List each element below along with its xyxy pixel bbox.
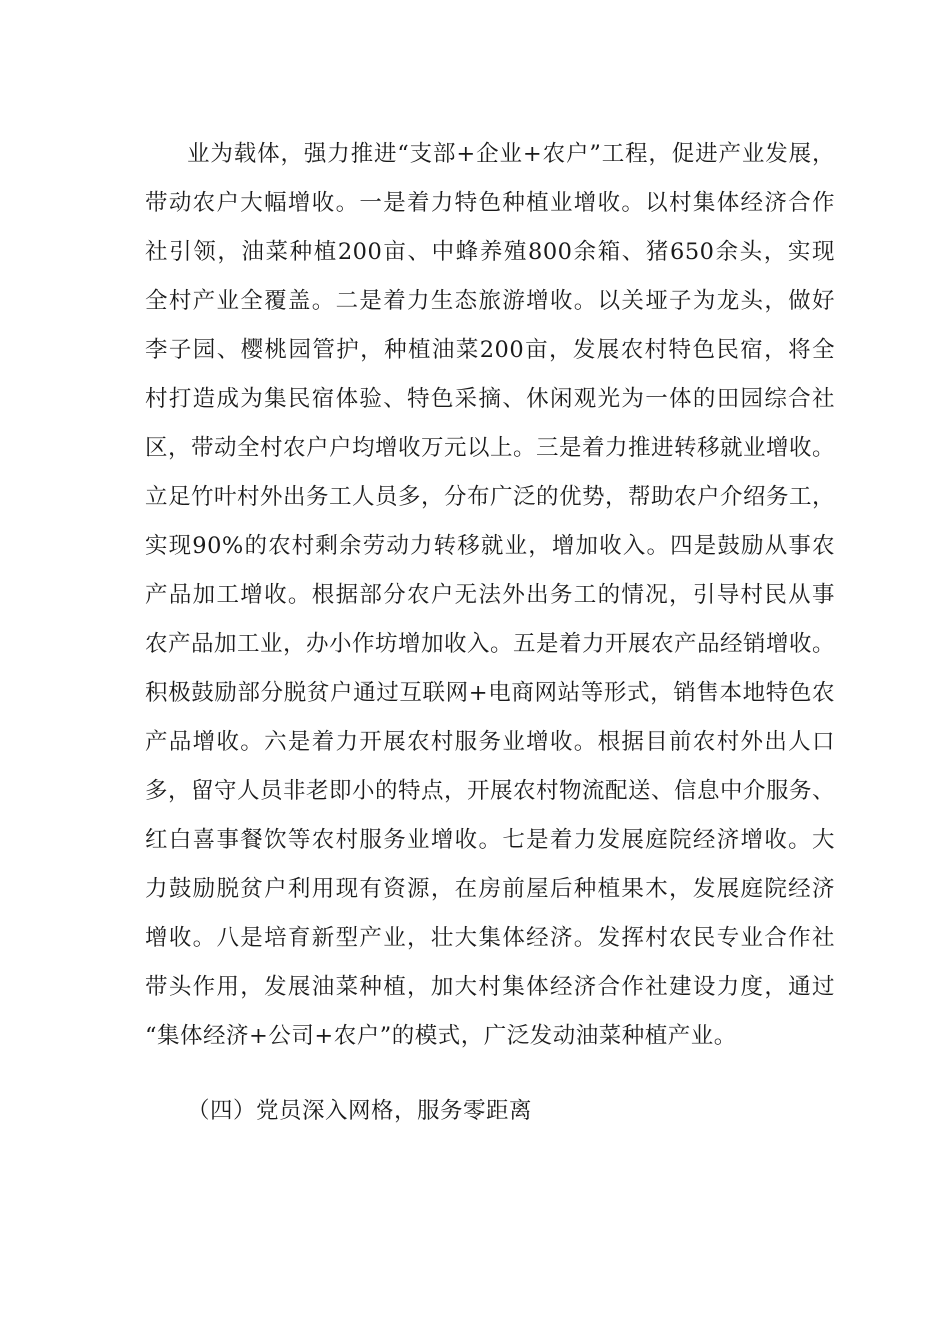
paragraph-line: 区，带动全村农户户均增收万元以上。三是着力推进转移就业增收。 [145, 435, 836, 461]
paragraph-line: 积极鼓励部分脱贫户通过互联网+电商网站等形式，销售本地特色农 [145, 680, 835, 706]
paragraph-line: 带动农户大幅增收。一是着力特色种植业增收。以村集体经济合作 [145, 190, 835, 216]
paragraph-line: 增收。八是培育新型产业，壮大集体经济。发挥村农民专业合作社 [145, 925, 835, 951]
paragraph-line: 力鼓励脱贫户利用现有资源，在房前屋后种植果木，发展庭院经济 [145, 876, 835, 902]
paragraph-line: 带头作用，发展油菜种植，加大村集体经济合作社建设力度，通过 [145, 974, 835, 1000]
paragraph-line: 村打造成为集民宿体验、特色采摘、休闲观光为一体的田园综合社 [145, 386, 835, 412]
paragraph-line: 业为载体，强力推进“支部+企业+农户”工程，促进产业发展， [187, 141, 835, 167]
section-heading: （四）党员深入网格，服务零距离 [187, 1098, 533, 1124]
paragraph-line: 红白喜事餐饮等农村服务业增收。七是着力发展庭院经济增收。大 [145, 827, 835, 853]
paragraph-line: 全村产业全覆盖。二是着力生态旅游增收。以关垭子为龙头，做好 [145, 288, 835, 314]
paragraph-line: 立足竹叶村外出务工人员多，分布广泛的优势，帮助农户介绍务工， [145, 484, 836, 510]
paragraph-line: 李子园、樱桃园管护，种植油菜200亩，发展农村特色民宿，将全 [145, 337, 835, 363]
paragraph-line: “集体经济+公司+农户”的模式，广泛发动油菜种植产业。 [145, 1023, 737, 1049]
paragraph-line: 产品增收。六是着力开展农村服务业增收。根据目前农村外出人口 [145, 729, 835, 755]
paragraph-line: 多，留守人员非老即小的特点，开展农村物流配送、信息中介服务、 [145, 778, 836, 804]
paragraph-line: 社引领，油菜种植200亩、中蜂养殖800余箱、猪650余头，实现 [145, 239, 835, 265]
paragraph-line: 实现90%的农村剩余劳动力转移就业，增加收入。四是鼓励从事农 [145, 533, 835, 559]
paragraph-line: 农产品加工业，办小作坊增加收入。五是着力开展农产品经销增收。 [145, 631, 836, 657]
paragraph-line: 产品加工增收。根据部分农户无法外出务工的情况，引导村民从事 [145, 582, 835, 608]
